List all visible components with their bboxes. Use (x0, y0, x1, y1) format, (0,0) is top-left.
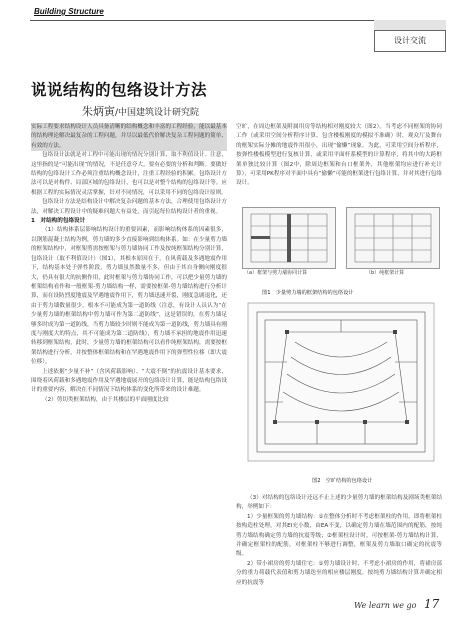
figure-1a-diagram (242, 207, 336, 269)
body-paragraph: （3）对结构的包络设计还远不止上述的少量剪力墙的框架结构及剧场类框架结构，举例如下： (236, 495, 442, 511)
author-affiliation: /中国建筑设计研究院 (115, 108, 200, 118)
right-column-top (236, 123, 442, 189)
figure-2 (247, 302, 435, 472)
figure-1b-caption: （b）纯框架计算 (366, 270, 405, 276)
body-paragraph: 1）少量框架的剪力墙结构：①在整体分析时不考虑框架柱的作用，即将框架柱按构造柱处理，对其EI充小数，由EA不变，以确定剪力墙在墙范围内的配筋，按纯剪力墙结构确定剪力墙的抗震等级；②框架柱设计时，可按框架-剪力墙结构计算，并确定框架柱的配筋，对框架柱不够进行调整，框架及剪力墙取口确定的抗震等级。 (236, 513, 442, 558)
footer-slogan: We learn we go (354, 601, 417, 610)
abstract-paragraph: 实际工程要求结构设计人员具备清晰的结构概念和丰富的工程经验，能以最基本的结构理论解决最复杂的工程问题，并尽以最低代价解决复杂工程问题的简单、有效的方法。 (31, 123, 227, 151)
body-paragraph: 包络设计法就是对工程中可能出现的情况分别计算，取不利值设计。注意，这里指的是“可能出现”的情况，不是任意夸大，要有必要的分析和判断。要做好结构的包络设计工作必须注重结构概念设计，注重工程经验的积累。包络设计方法可以是对构件、局部区域的包络设计，也可以是对整个结构的包络设计等。应根据工程的实际情况灵活掌握，针对不同情况，可以采用不同的包络设计原则。 (31, 152, 227, 196)
body-paragraph: 2）带小裙房的剪力墙住宅：①剪力墙设计时，不考虑小裙房的作用，将裙房部分的重力荷载代表值和剪力墙迭至的相应楼层刚度，按纯剪力墙结构计算并确定相应的抗震等 (236, 560, 442, 586)
body-paragraph: 包络设计方法是结构设计中解决复杂问题的基本方法，合理使用包络设计方法，对解决工程设计中的疑难问题大有益处，而引起每位结构设计者的重视。 (31, 199, 227, 215)
figure-1 (238, 207, 442, 282)
section-heading: 1 对结构的包络设计 (31, 218, 86, 225)
left-column (31, 123, 227, 405)
body-paragraph: 上述依据“少量不补”（含风荷载影响）、“大震不倒”的抗震设计基本要求，围绕着风荷载和多遇地震作用及罕遇地震展开的包络设计计算，能是结构包络设计的重要内容，解决在不同情况下结构体系的变化所带来的设计难题。 (31, 368, 227, 394)
author-name: 朱炳寅 (82, 105, 115, 118)
byline (82, 103, 199, 119)
frame-wall-diagram (243, 208, 335, 268)
figure-1-caption: 图1 少量剪力墙的框架结构的包络设计 (262, 290, 354, 296)
article-title: 说说结构的包络设计方法 (31, 81, 208, 99)
figure-2-caption: 图2 空旷结构的包络设计 (312, 478, 373, 484)
section-tab-decoration (374, 20, 446, 30)
theater-plan-diagram (247, 302, 435, 462)
body-paragraph: （2）剪切类框架结构，由于其楼层的平面刚度比较 (42, 396, 169, 403)
page-number: 17 (424, 597, 440, 611)
journal-title: Building Structure (34, 7, 104, 16)
right-column-bottom (236, 494, 442, 588)
body-paragraph: 空旷，在周边框架及附属用房等结构相对刚度较大（图2）。当考虑不同框架的协同工作（或采用空间分析程序计算，包含楼板刚度的模拟不准确）时，观众厅及舞台的框架实际分摊的地震作用很小，出现“偷懒”现象。为此，可采用空间分析程序，按弹性楼板模型进行复核计算，或采用平面杆系模型的计算程序，将其中的大跨框架单独比较计算（图2中，除周边框架和台口框架外，其他框架均应进行补充计算），可采用PK程序对平面中具有“偷懒”可能的框架进行包络计算，并对其进行包络设计。 (236, 124, 442, 187)
pure-frame-diagram (347, 208, 439, 268)
header-rule (30, 20, 374, 21)
section-label: 设计交流 (374, 30, 446, 52)
figure-1a-caption: （a）框架与剪力墙协同计算 (244, 270, 308, 276)
figure-1b-diagram (346, 207, 440, 269)
body-paragraph: （1）结构体系层影响结构设计的重要因素，而影响结构体系的因素很多，以钢筋混凝土结构为例，剪力墙的多少直接影响到结构体系。如：在少量剪力墙的框架结构中，对框架剪需按框架与剪力墙协同工作及按纯框架结构分别计算，包络设计（取不利值设计）（图1），其根本原因在于，在风荷载及多遇地震作用下，结构基本处于弹性阶段，剪力墙虽然数量不多，但由于其自身侧向刚度很大，仍具有很大的抗侧作用，此时框架与剪力墙协同工作，可以把少量剪力墙的框架结构看作和一般框架-剪力墙结构一样，需要按框架-剪力墙结构进行分析计算，而在设防烈度地震及罕遇地震作用下，剪力墙迅速开裂，刚度急剧退化，还由于剪力墙数量很少，根本不可能成为第一道防线（注意，有设计人员认为“在少量剪力墙的框架结构中剪力墙可作为第二道防线”，这是错误的，在剪力墙足够多时成为第一道防线，当剪力墙较少时则不能成为第一道防线，剪力墙具有刚度与刚度大的特点，其不可能成为第二道防线），剪力墙不承担的地震作用迅速转移到框架结构，此时，少量剪力墙的框架结构可以看作纯框架结构，需要按框架结构进行分析，并按整体框架结构和在罕遇地震作用下的弹塑性位移（即大震位移）。 (31, 227, 227, 366)
